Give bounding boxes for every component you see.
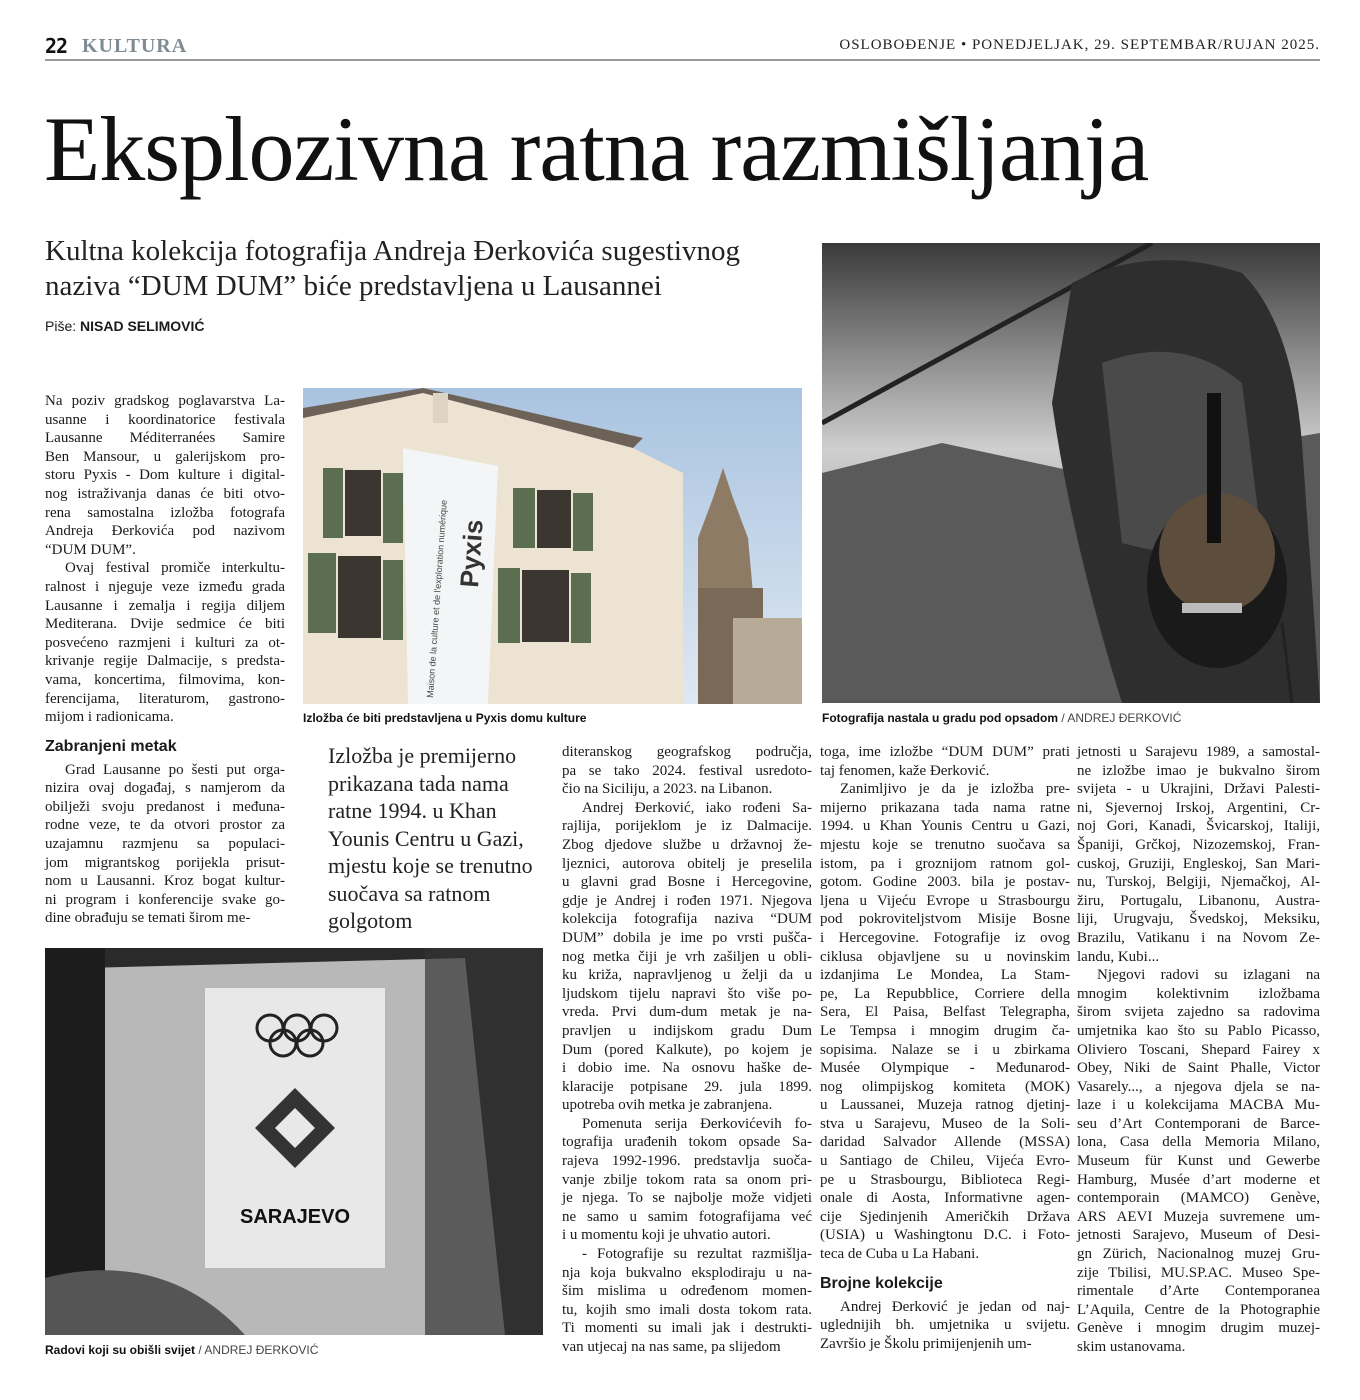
article-column-4 bbox=[1077, 743, 1320, 1357]
text-line: contemporain (MAMCO) Genève, bbox=[1077, 1190, 1320, 1207]
text-line: tu, kojih smo imali dosta tokom rata. bbox=[562, 1301, 812, 1318]
text-line: toga, ime izložbe “DUM DUM” prati bbox=[820, 744, 1070, 760]
text-line: diteranskog geografskog područja, bbox=[562, 744, 812, 760]
text-line: Lausanne i zemalja i regija diljem bbox=[45, 597, 285, 614]
text-line: Ben Mansour, u galerijskom pro- bbox=[45, 448, 285, 465]
text-line: onale di Aosta, Informativne agen- bbox=[820, 1190, 1070, 1207]
text-line: obilježi svoju predanost i međuna- bbox=[45, 798, 285, 815]
text-line: žiru, Portugalu, Libanonu, Austra- bbox=[1077, 892, 1320, 909]
text-line: seu d’Art Contemporani de Barce- bbox=[1077, 1115, 1320, 1132]
caption-soldier bbox=[822, 711, 1181, 725]
text-line: skim ustanovama. bbox=[1077, 1339, 1186, 1355]
subheadline: Kultna kolekcija fotografija Andreja Đerkovića sugestivnog naziva “DUM DUM” biće predstavljena u Lausannei bbox=[45, 235, 740, 302]
text-line: 1994. u Khan Younis Centru u Gazi, bbox=[820, 818, 1070, 835]
text-line: ni program i konferencije svake go- bbox=[45, 891, 285, 908]
text-line: van utjecaj na nas same, pa slijedom bbox=[562, 1339, 781, 1355]
text-line: mijom i radionicama. bbox=[45, 709, 174, 726]
text-line: umjetnika kao što su Pablo Picasso, bbox=[1077, 1022, 1320, 1039]
text-line: u Santiago de Chileu, Vijeća Evro- bbox=[820, 1153, 1070, 1170]
text-line: nog olimpijskog komiteta (MOK) bbox=[820, 1078, 1070, 1095]
text-line: Španiji, Grčkoj, Nizozemskoj, Fran- bbox=[1077, 836, 1320, 853]
photo-credit: / ANDREJ ĐERKOVIĆ bbox=[1061, 711, 1182, 725]
text-line: Oliviero Toscani, Shepard Fairey x bbox=[1077, 1041, 1320, 1058]
text-line: pod pokroviteljstvom Misije Bosne bbox=[820, 911, 1070, 928]
text-line: ferencijama, literaturom, gastrono- bbox=[45, 690, 285, 707]
text-line: Sera, El Paisa, Belfast Telegrapha, bbox=[820, 1004, 1070, 1021]
text-line: upotreba ovih metka je zabranjena. bbox=[562, 1097, 773, 1114]
caption-sarajevo bbox=[45, 1343, 318, 1357]
text-line: mnogim kolektivnim izložbama bbox=[1077, 985, 1320, 1002]
text-line: nog istraživanja danas će biti otvo- bbox=[45, 485, 285, 502]
text-line: nja koja bukvalno eksplodiraju u na- bbox=[562, 1264, 812, 1281]
caption-text: Radovi koji su obišli svijet bbox=[45, 1343, 196, 1357]
text-line: ne izložbe imao je bukvalno širom bbox=[1077, 762, 1320, 779]
text-line: landu, Kubi... bbox=[1077, 948, 1160, 965]
text-line: krivanje regije Dalmacije, s predsta- bbox=[45, 653, 285, 670]
text-line: L’Aquila, Centre de la Photographie bbox=[1077, 1301, 1320, 1318]
text-line: tografija urađenih tokom opsade Sa- bbox=[562, 1134, 812, 1151]
text-line: cije Sjedinjenih Američkih Država bbox=[820, 1208, 1070, 1225]
text-line: Museum für Kunst und Gewerbe bbox=[1077, 1153, 1320, 1170]
text-line: ljena u Vijeću Evrope u Strasbourgu bbox=[820, 892, 1070, 909]
text-line: Genève i mnogim drugim muzej- bbox=[1077, 1320, 1320, 1337]
text-line: svijeta - u Ukrajini, Državi Palesti- bbox=[1077, 781, 1320, 798]
text-line: Vasarely..., a njegova djela se na- bbox=[1077, 1078, 1320, 1095]
text-line: liji, Urugvaju, Švedskoj, Meksiku, bbox=[1077, 911, 1320, 928]
text-line: istom, pa i groznijom ratnom gol- bbox=[820, 855, 1070, 872]
text-line: Zbog djedove službe u državnoj že- bbox=[562, 836, 812, 853]
text-line: Brazilu, Vatikanu i na Novom Ze- bbox=[1077, 929, 1320, 946]
text-line: Obey, Niki de Saint Phalle, Victor bbox=[1077, 1060, 1320, 1077]
text-line: daridad Salvador Allende (MSSA) bbox=[820, 1134, 1070, 1151]
text-line: Zanimljivo je da je izložba pre- bbox=[840, 781, 1070, 798]
text-line: stva u Sarajevu, Museo de la Soli- bbox=[820, 1115, 1070, 1132]
article-column-2 bbox=[562, 743, 812, 1357]
caption-pyxis bbox=[303, 711, 586, 725]
text-line: širom svijeta zajedno sa radovima bbox=[1077, 1004, 1320, 1021]
text-line: i Hercegovine. Fotografije iz ovog bbox=[820, 929, 1070, 946]
text-line: DUM” dobila je ime po vrsti pušča- bbox=[562, 929, 812, 946]
text-line: jom migrantskog porijekla prisut- bbox=[45, 854, 285, 871]
text-line: dine obrađuju se temati širom me- bbox=[45, 910, 251, 927]
caption-text: Izložba će biti predstavljena u Pyxis domu kulture bbox=[303, 711, 587, 725]
text-line: izdanjima Le Mondea, La Stam- bbox=[820, 967, 1070, 984]
text-line: rajlija, porijeklom je iz Dalmacije. bbox=[562, 818, 812, 835]
headline: Eksplozivna ratna razmišljanja bbox=[44, 98, 1149, 200]
text-line: noj Gori, Kanadi, Švicarskoj, Italiji, bbox=[1077, 818, 1320, 835]
byline bbox=[45, 318, 204, 334]
text-line: rimentale d’Arte Contemporanea bbox=[1077, 1283, 1320, 1300]
text-line: storu Pyxis - Dom kulture i digital- bbox=[45, 467, 285, 484]
photo-credit: / ANDREJ ĐERKOVIĆ bbox=[198, 1343, 319, 1357]
text-line: Ti momenti su imali jak i destrukti- bbox=[562, 1320, 812, 1337]
text-line: Dum (pored Kalkute), po kojem je bbox=[562, 1041, 812, 1058]
text-line: vanje zbilje tokom rata sa onom pri- bbox=[562, 1171, 812, 1188]
text-line: Grad Lausanne po šesti put orga- bbox=[65, 761, 285, 778]
text-line: zije Tbilisi, MU.SP.AC. Museo Spe- bbox=[1077, 1264, 1320, 1281]
section-subheading: Zabranjeni metak bbox=[45, 737, 177, 755]
byline-label: Piše: bbox=[45, 318, 77, 334]
text-line: Musée Olympique - Međunarod- bbox=[820, 1060, 1070, 1077]
text-line: kolekcija fotografija naziva “DUM bbox=[562, 911, 812, 928]
text-line: i u momentu koji je uhvatio autori. bbox=[562, 1227, 771, 1244]
text-line: Hamburg, Musée d’art moderne et bbox=[1077, 1171, 1320, 1188]
caption-text: Fotografija nastala u gradu pod opsadom bbox=[822, 711, 1059, 725]
text-line: ljudskom tijelu napravi što više po- bbox=[562, 985, 812, 1002]
section-label: KULTURA bbox=[82, 35, 188, 57]
text-line: pravljen u indijskom gradu Dum bbox=[562, 1022, 812, 1039]
text-line: je njega. To se najbolje može vidjeti bbox=[562, 1190, 812, 1207]
text-line: Mediterana. Dvije sedmice će biti bbox=[45, 616, 285, 633]
article-column-3 bbox=[820, 743, 1070, 1353]
text-line: rajeva 1992-1996. predstavlja suoča- bbox=[562, 1153, 812, 1170]
text-line: pa se tako 2024. festival usredoto- bbox=[562, 762, 812, 779]
byline-author: NISAD SELIMOVIĆ bbox=[80, 318, 205, 334]
text-line: vreda. Prvi dum-dum metak je na- bbox=[562, 1004, 812, 1021]
banner-subtext: Maison de la culture et de l'exploration numérique bbox=[425, 499, 449, 699]
text-line: posvećeno razmjeni i kulturi za ot- bbox=[45, 634, 285, 651]
header-rule bbox=[45, 59, 1320, 61]
text-line: u Laussanei, Muzeja ratnog djetinj- bbox=[820, 1097, 1070, 1114]
text-line: nom u Lausanni. Kroz bogat kultur- bbox=[45, 873, 285, 890]
text-line: teca de Cuba u La Habani. bbox=[820, 1246, 980, 1263]
text-line: - Fotografije su rezultat razmišlja- bbox=[582, 1246, 812, 1263]
text-line: jetnosti u Sarajevu 1989, a samostal- bbox=[1077, 744, 1320, 760]
text-line: Andrej Đerković je jedan od naj- bbox=[840, 1298, 1070, 1315]
text-line: Na poziv gradskog poglavarstva La- bbox=[45, 393, 285, 409]
text-line: nu, Turskoj, Belgiji, Njemačkoj, Al- bbox=[1077, 874, 1320, 891]
text-line: gn Zürich, Nacionalnog muzej Gru- bbox=[1077, 1246, 1320, 1263]
text-line: rena samostalna izložba fotografa bbox=[45, 504, 285, 521]
text-line: Andreja Đerkovića pod nazivom bbox=[45, 523, 285, 540]
text-line: ljeznici, autorova obitelj je preselila bbox=[562, 855, 812, 872]
page-number: 22 bbox=[45, 34, 68, 58]
text-line: jetnosti Sarajevo, Museum of Desi- bbox=[1077, 1227, 1320, 1244]
text-line: Lausanne Méditerranées Samire bbox=[45, 430, 285, 447]
photo-soldier-guitar bbox=[822, 243, 1320, 703]
text-line: nog metka čiji je vrh zašiljen u obli- bbox=[562, 948, 812, 965]
text-line: taj fenomen, kaže Đerković. bbox=[820, 762, 990, 779]
photo-sarajevo-olympic bbox=[45, 948, 543, 1335]
text-line: u glavni grad Bosne i Hercegovine, bbox=[562, 874, 812, 891]
text-line: ni, Sjevernoj Irskoj, Argentini, Cr- bbox=[1077, 799, 1320, 816]
text-line: ciklusa objavljene su u novinskim bbox=[820, 948, 1070, 965]
text-line: nizira ovaj događaj, s namjerom da bbox=[45, 780, 285, 797]
text-line: gdje je Andrej i rođen 1971. Njegova bbox=[562, 892, 812, 909]
text-line: cuskoj, Gruziji, Engleskoj, San Mari- bbox=[1077, 855, 1320, 872]
text-line: ARS AEVI Muzeja suvremene um- bbox=[1077, 1208, 1320, 1225]
text-line: šim mislima u određenom momen- bbox=[562, 1283, 812, 1300]
text-line: laze i u kolekcijama MACBA Mu- bbox=[1077, 1097, 1320, 1114]
banner-pyxis-text: Pyxis bbox=[454, 518, 489, 589]
publication-date: OSLOBOĐENJE • PONEDJELJAK, 29. SEPTEMBAR/RUJAN 2025. bbox=[839, 37, 1320, 53]
text-line: lona, Casa della Memoria Milano, bbox=[1077, 1134, 1320, 1151]
text-line: Ovaj festival promiče interkultu- bbox=[65, 560, 285, 577]
pull-quote: Izložba je premijerno prikazana tada nama ratne 1994. u Khan Younis Centru u Gazi, mjestu koje se trenutno suočava sa ratnom golgotom bbox=[328, 743, 533, 933]
text-line: pe, La Repubblice, Corriere della bbox=[820, 985, 1070, 1002]
text-line: ku križa, napravljenog u želji da u bbox=[562, 967, 812, 984]
text-line: i dobio ime. Na osnovu haške de- bbox=[562, 1060, 812, 1077]
text-line: klaracije potpisane 29. jula 1899. bbox=[562, 1078, 812, 1095]
text-line: mjestu koje se trenutno suočava sa bbox=[820, 836, 1070, 853]
text-line: usanne i koordinatorice festivala bbox=[45, 411, 285, 428]
text-line: “DUM DUM”. bbox=[45, 541, 136, 558]
text-line: Pomenuta serija Đerkovićevih fo- bbox=[582, 1115, 812, 1132]
text-line: ne samo u samim fotografijama već bbox=[562, 1208, 812, 1225]
text-line: pe u Strasbourgu, Biblioteca Regi- bbox=[820, 1171, 1070, 1188]
text-line: rodne veze, te da otvori prostor za bbox=[45, 817, 285, 834]
text-line: (USIA) u Washingtonu D.C. i Foto- bbox=[820, 1227, 1070, 1244]
photo-pyxis-building bbox=[303, 388, 802, 704]
text-line: Njegovi radovi su izlagani na bbox=[1097, 967, 1320, 984]
text-line: ralnost i njeguje veze između grada bbox=[45, 578, 285, 595]
text-line: uzajamnu razmjenu sa populaci- bbox=[45, 836, 285, 853]
text-line: čio na Siciliju, a 2023. na Libanon. bbox=[562, 781, 773, 798]
text-line: uglednijih bh. umjetnika u svijetu. bbox=[820, 1317, 1070, 1334]
article-column-1 bbox=[45, 392, 285, 928]
text-line: Završio je Školu primijenjenih um- bbox=[820, 1335, 1032, 1352]
text-line: Andrej Đerković, iako rođeni Sa- bbox=[582, 799, 812, 816]
section-subheading: Brojne kolekcije bbox=[820, 1274, 943, 1292]
text-line: vama, koncertima, filmovima, kon- bbox=[45, 671, 285, 688]
sign-sarajevo-text: SARAJEVO bbox=[240, 1206, 351, 1228]
text-line: mijerno prikazana tada nama ratne bbox=[820, 799, 1070, 816]
text-line: sopisima. Nalaze se i u zbirkama bbox=[820, 1041, 1070, 1058]
text-line: gotom. Godine 2003. bila je postav- bbox=[820, 874, 1070, 891]
text-line: Le Tempsa i mnogim drugim ča- bbox=[820, 1022, 1070, 1039]
